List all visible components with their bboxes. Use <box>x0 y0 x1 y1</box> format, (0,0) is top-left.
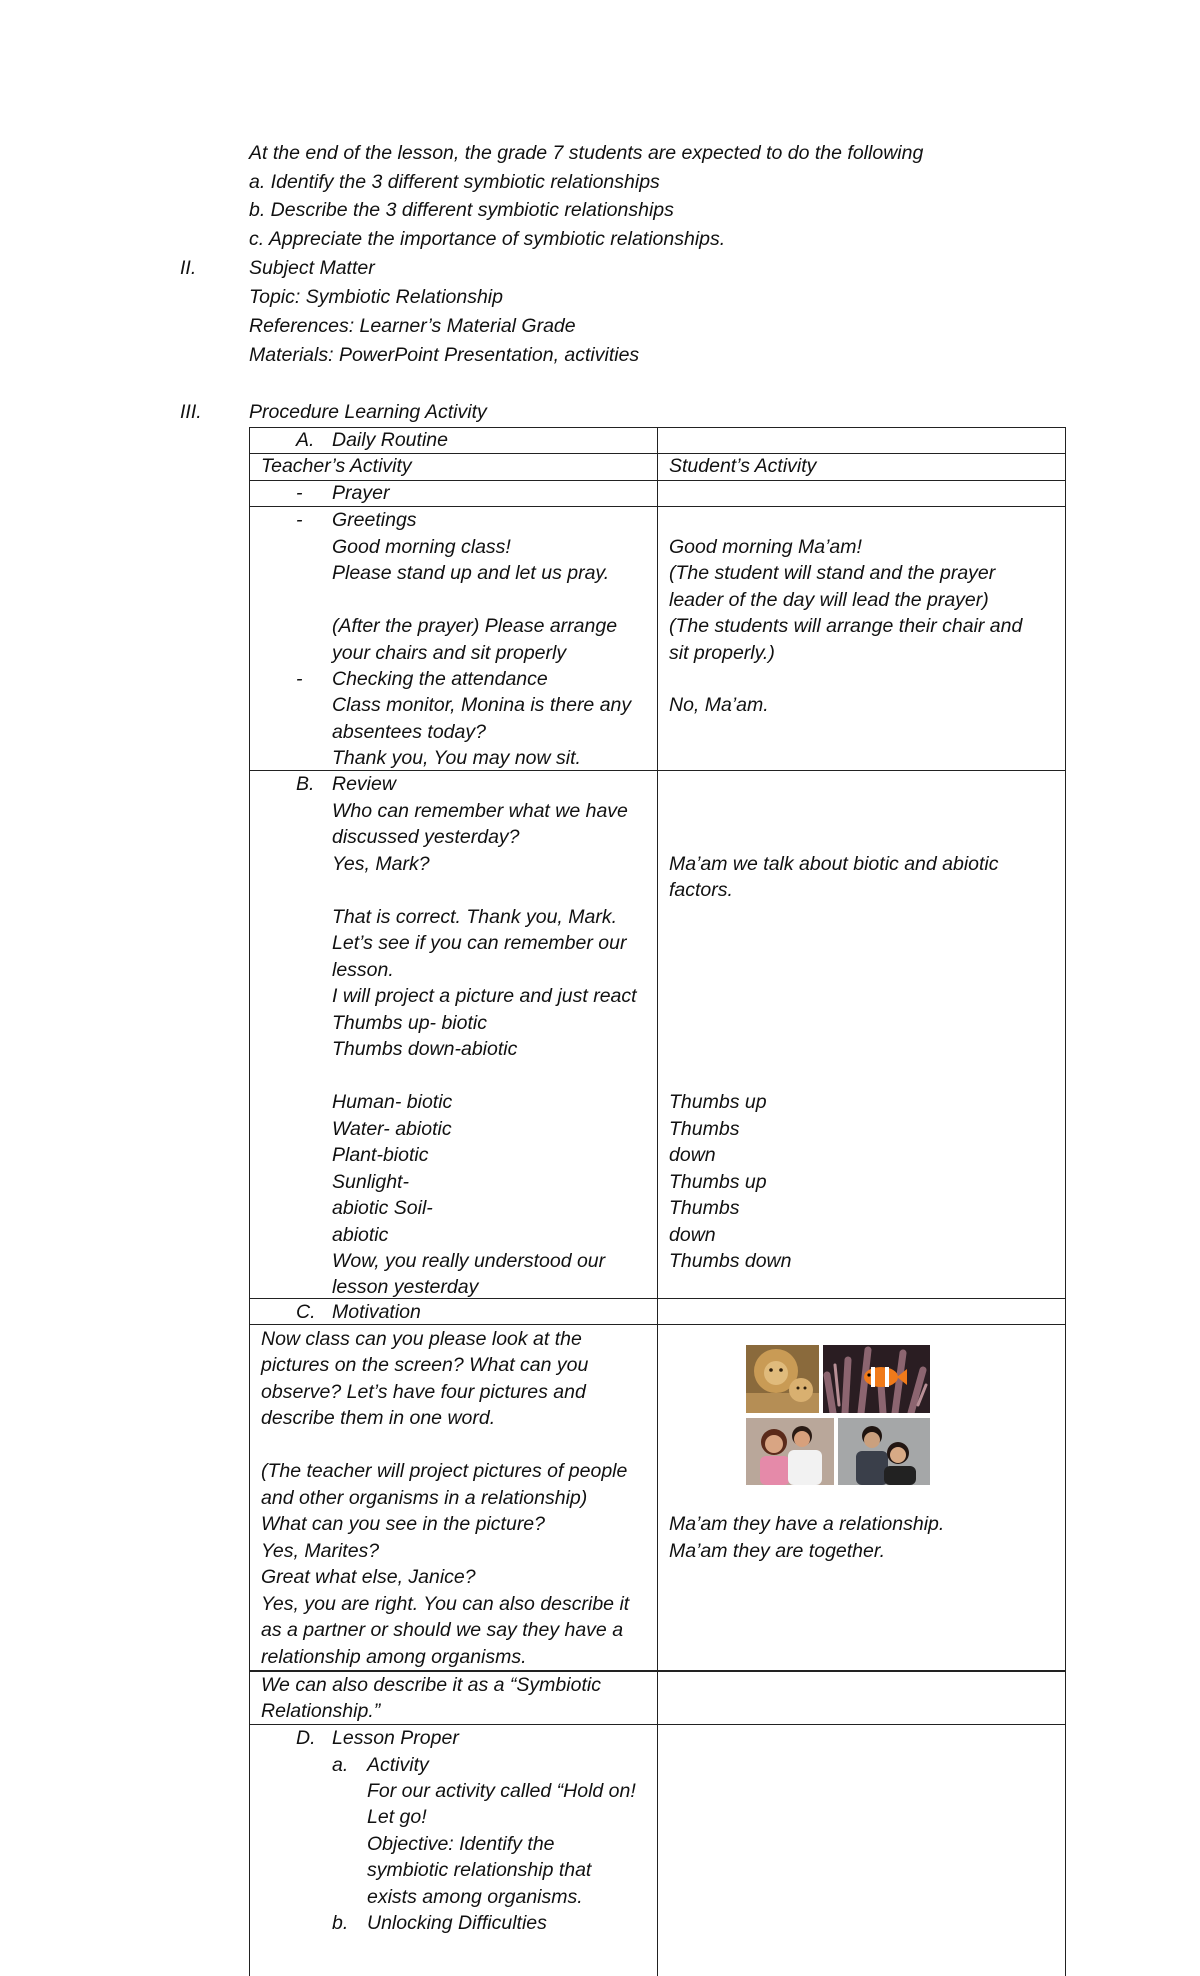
student-line: down <box>669 1144 716 1166</box>
objective-item: a. Identify the 3 different symbiotic relationships <box>249 171 660 193</box>
section-numeral: III. <box>180 401 202 423</box>
prayer-label: Prayer <box>332 482 390 504</box>
teacher-line: I will project a picture and just react <box>332 985 637 1007</box>
teacher-line: as a partner or should we say they have a <box>261 1619 624 1641</box>
teacher-line: Sunlight- <box>332 1171 409 1193</box>
teacher-line: discussed yesterday? <box>332 826 520 848</box>
objective-item: c. Appreciate the importance of symbiotic relationships. <box>249 228 726 250</box>
teacher-line: and other organisms in a relationship) <box>261 1487 588 1509</box>
procedure-heading: Procedure Learning Activity <box>249 401 487 423</box>
teacher-line: Water- abiotic <box>332 1118 452 1140</box>
teacher-line: Great what else, Janice? <box>261 1566 476 1588</box>
teacher-line: Let go! <box>367 1806 427 1828</box>
teacher-line: Good morning class! <box>332 536 511 558</box>
student-line: sit properly.) <box>669 642 775 664</box>
lesson-proper-label: Lesson Proper <box>332 1727 459 1749</box>
teacher-line: Now class can you please look at the <box>261 1328 582 1350</box>
teacher-line: Yes, Mark? <box>332 853 430 875</box>
teacher-line: Class monitor, Monina is there any <box>332 694 632 716</box>
student-line: Ma’am we talk about biotic and abiotic <box>669 853 999 875</box>
student-line: Thumbs up <box>669 1171 767 1193</box>
teacher-line: Objective: Identify the <box>367 1833 555 1855</box>
table-border-right <box>1065 427 1066 1976</box>
item-letter: A. <box>296 429 315 451</box>
student-activity-header: Student’s Activity <box>669 455 817 477</box>
teacher-line: exists among organisms. <box>367 1886 583 1908</box>
bullet-dash: - <box>296 668 303 690</box>
teacher-line: abiotic <box>332 1224 389 1246</box>
teacher-line: Thumbs down-abiotic <box>332 1038 518 1060</box>
teacher-line: your chairs and sit properly <box>332 642 567 664</box>
attendance-label: Checking the attendance <box>332 668 548 690</box>
item-letter: D. <box>296 1727 316 1749</box>
teacher-line: For our activity called “Hold on! <box>367 1780 636 1802</box>
teacher-line: Let’s see if you can remember our <box>332 932 627 954</box>
student-line: Thumbs up <box>669 1091 767 1113</box>
greetings-label: Greetings <box>332 509 417 531</box>
teacher-line: Who can remember what we have <box>332 800 628 822</box>
bullet-dash: - <box>296 482 303 504</box>
references-line: References: Learner’s Material Grade <box>249 315 576 337</box>
teacher-line: What can you see in the picture? <box>261 1513 545 1535</box>
materials-line: Materials: PowerPoint Presentation, activities <box>249 344 640 366</box>
student-line: (The student will stand and the prayer <box>669 562 996 584</box>
teacher-activity-header: Teacher’s Activity <box>261 455 412 477</box>
objectives-intro: At the end of the lesson, the grade 7 students are expected to do the following <box>249 142 924 164</box>
daily-routine-label: Daily Routine <box>332 429 448 451</box>
teacher-line: Plant-biotic <box>332 1144 429 1166</box>
teacher-line: observe? Let’s have four pictures and <box>261 1381 586 1403</box>
teacher-line: absentees today? <box>332 721 486 743</box>
item-letter: B. <box>296 773 315 795</box>
objective-item: b. Describe the 3 different symbiotic relationships <box>249 199 674 221</box>
couple-photo-two <box>838 1418 930 1485</box>
topic-line: Topic: Symbiotic Relationship <box>249 286 503 308</box>
teacher-line: Human- biotic <box>332 1091 453 1113</box>
teacher-line: pictures on the screen? What can you <box>261 1354 589 1376</box>
teacher-line: lesson. <box>332 959 394 981</box>
item-letter: b. <box>332 1912 349 1934</box>
activity-label: Activity <box>367 1754 429 1776</box>
teacher-line: We can also describe it as a “Symbiotic <box>261 1674 601 1696</box>
item-letter: C. <box>296 1301 316 1323</box>
student-line: Thumbs <box>669 1118 740 1140</box>
student-line: No, Ma’am. <box>669 694 769 716</box>
teacher-line: relationship among organisms. <box>261 1646 527 1668</box>
teacher-line: Yes, Marites? <box>261 1540 380 1562</box>
student-line: Ma’am they have a relationship. <box>669 1513 945 1535</box>
teacher-line: (The teacher will project pictures of people <box>261 1460 628 1482</box>
student-line: Thumbs down <box>669 1250 792 1272</box>
student-line: leader of the day will lead the prayer) <box>669 589 989 611</box>
subject-matter-heading: Subject Matter <box>249 257 375 279</box>
lion-photo <box>746 1345 819 1413</box>
teacher-line: lesson yesterday <box>332 1276 479 1298</box>
teacher-line: Please stand up and let us pray. <box>332 562 610 584</box>
teacher-line: That is correct. Thank you, Mark. <box>332 906 618 928</box>
teacher-line: describe them in one word. <box>261 1407 496 1429</box>
section-numeral: II. <box>180 257 197 279</box>
student-line: Good morning Ma’am! <box>669 536 862 558</box>
bullet-dash: - <box>296 509 303 531</box>
item-letter: a. <box>332 1754 349 1776</box>
table-column-divider <box>657 427 658 1976</box>
unlocking-difficulties-label: Unlocking Difficulties <box>367 1912 547 1934</box>
couple-photo-one <box>746 1418 834 1485</box>
motivation-label: Motivation <box>332 1301 421 1323</box>
teacher-line: symbiotic relationship that <box>367 1859 592 1881</box>
teacher-line: Thumbs up- biotic <box>332 1012 487 1034</box>
student-line: factors. <box>669 879 733 901</box>
student-line: down <box>669 1224 716 1246</box>
clownfish-anemone-photo <box>823 1345 930 1413</box>
teacher-line: abiotic Soil- <box>332 1197 433 1219</box>
student-line: Ma’am they are together. <box>669 1540 886 1562</box>
teacher-line: (After the prayer) Please arrange <box>332 615 618 637</box>
student-line: (The students will arrange their chair and <box>669 615 1023 637</box>
teacher-line: Wow, you really understood our <box>332 1250 606 1272</box>
teacher-line: Thank you, You may now sit. <box>332 747 581 769</box>
review-label: Review <box>332 773 396 795</box>
table-border-left <box>249 427 250 1976</box>
student-line: Thumbs <box>669 1197 740 1219</box>
teacher-line: Relationship.” <box>261 1700 381 1722</box>
teacher-line: Yes, you are right. You can also describe it <box>261 1593 630 1615</box>
